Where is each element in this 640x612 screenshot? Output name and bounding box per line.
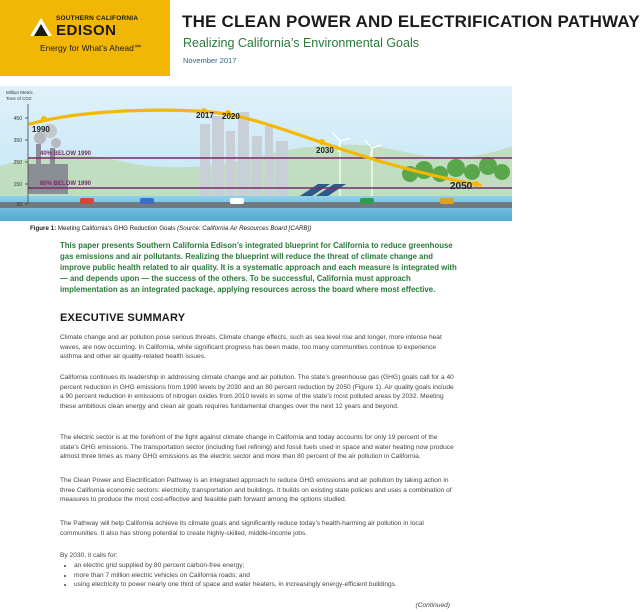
y-tick-50: 50 xyxy=(16,202,22,208)
logo-name: EDISON xyxy=(56,22,117,39)
y-tick-150: 150 xyxy=(13,182,22,188)
y-axis-label-line2: Tons of CO2 xyxy=(6,96,32,101)
sce-logo-icon xyxy=(30,14,52,36)
goals-list xyxy=(60,561,460,590)
section-heading: EXECUTIVE SUMMARY xyxy=(60,312,186,324)
body-paragraph: The Clean Power and Electrification Pathway is an integrated approach to reduce GHG emissions and air pollution by taking action in three California economic sectors: electricity, transportation and buildings. It builds on existing state policies and uses a combination of measures to produce the most cost-effective and feasible path forward among the options studied. xyxy=(60,477,452,504)
list-item: • using electricity to power nearly one third of space and water heaters, in increasingly energy-efficient buildings. xyxy=(74,580,460,590)
label-1990: 1990 xyxy=(32,125,50,134)
y-axis-label-line1: Million Metric xyxy=(6,90,33,95)
page-title: THE CLEAN POWER AND ELECTRIFICATION PATHWAY xyxy=(182,12,640,31)
caption-source: (Source: California Air Resources Board [CARB]) xyxy=(177,225,312,232)
target-80-label: 80% BELOW 1990 xyxy=(40,181,92,187)
road xyxy=(0,202,512,208)
logo-company: SOUTHERN CALIFORNIA xyxy=(56,15,139,22)
svg-text:Tons of CO2 xyxy=(6,96,32,101)
body-paragraph: California continues its leadership in addressing climate change and air pollution. The state’s greenhouse gas (GHG) goals call for a 40 percent reduction in GHG emissions from 1990 levels by 2030 and an 80 percent reduction by 2050 (Figure 1). Air quality goals include a 90 percent reduction in emissions of nitrogen oxides from 2010 levels in some of the state’s most polluted areas by 2032. Meeting these ambitious clean energy and clean air goals requires fundamental changes over the next 12 years and beyond. xyxy=(60,374,454,410)
label-2020: 2020 xyxy=(222,112,240,121)
label-2017: 2017 xyxy=(196,111,214,120)
label-2050: 2050 xyxy=(450,181,473,192)
label-2030: 2030 xyxy=(316,146,334,155)
logo-block xyxy=(0,0,170,76)
list-item: • an electric grid supplied by 80 percent carbon-free energy; xyxy=(74,561,460,571)
publication-date: November 2017 xyxy=(183,56,237,65)
y-axis-label xyxy=(6,90,34,95)
y-tick-450: 450 xyxy=(13,116,22,122)
logo-tagline: Energy for What’s Ahead℠ xyxy=(40,43,143,53)
ghg-reduction-figure xyxy=(0,86,512,221)
page-subtitle: Realizing California’s Environmental Goals xyxy=(183,36,419,50)
ground-strip xyxy=(0,196,512,221)
caption-label: Figure 1: xyxy=(30,225,57,232)
list-item: • more than 7 million electric vehicles on California roads; and xyxy=(74,571,460,581)
y-tick-250: 250 xyxy=(13,160,22,166)
body-paragraph: The electric sector is at the forefront of the fight against climate change in California and today accounts for only 19 percent of the state’s GHG emissions. The transportation sector (including fuel refining) and fossil fuels used in space and water heating now produce almost three times as many GHG emissions as the electric sector and more than 80 percent of the air pollution in California. xyxy=(60,434,454,461)
body-paragraph: The Pathway will help California achieve its climate goals and significantly reduce today’s health-harming air pollution in local communities. It also has strong potential to create highly-skilled, middle-income jobs. xyxy=(60,520,424,537)
body-paragraph: Climate change and air pollution pose serious threats. Climate change effects, such as sea level rise and longer, more intense heat waves, are now occurring. In California, while significant progress has been made, too many communities continue to experience asthma and other air quality-related health issues. xyxy=(60,334,442,361)
y-tick-350: 350 xyxy=(13,138,22,144)
target-40-label: 40% BELOW 1990 xyxy=(40,151,92,157)
caption-text: Meeting California’s GHG Reduction Goals xyxy=(56,225,178,232)
continued-note: (Continued) xyxy=(415,602,450,609)
calls-for-intro: By 2030, it calls for: xyxy=(60,552,118,559)
figure-caption xyxy=(30,225,311,232)
intro-paragraph: This paper presents Southern California Edison’s integrated blueprint for California to reduce greenhouse gas emissions and air pollutants. Realizing the blueprint will reduce the threat of climate change and improve public health related to air quality. It is a systematic approach and each measure is integrated with — and depends upon — the success of the others. To be successful, California must approach implementation as an integrated package, applying resources across the board where most effective. xyxy=(60,241,457,294)
